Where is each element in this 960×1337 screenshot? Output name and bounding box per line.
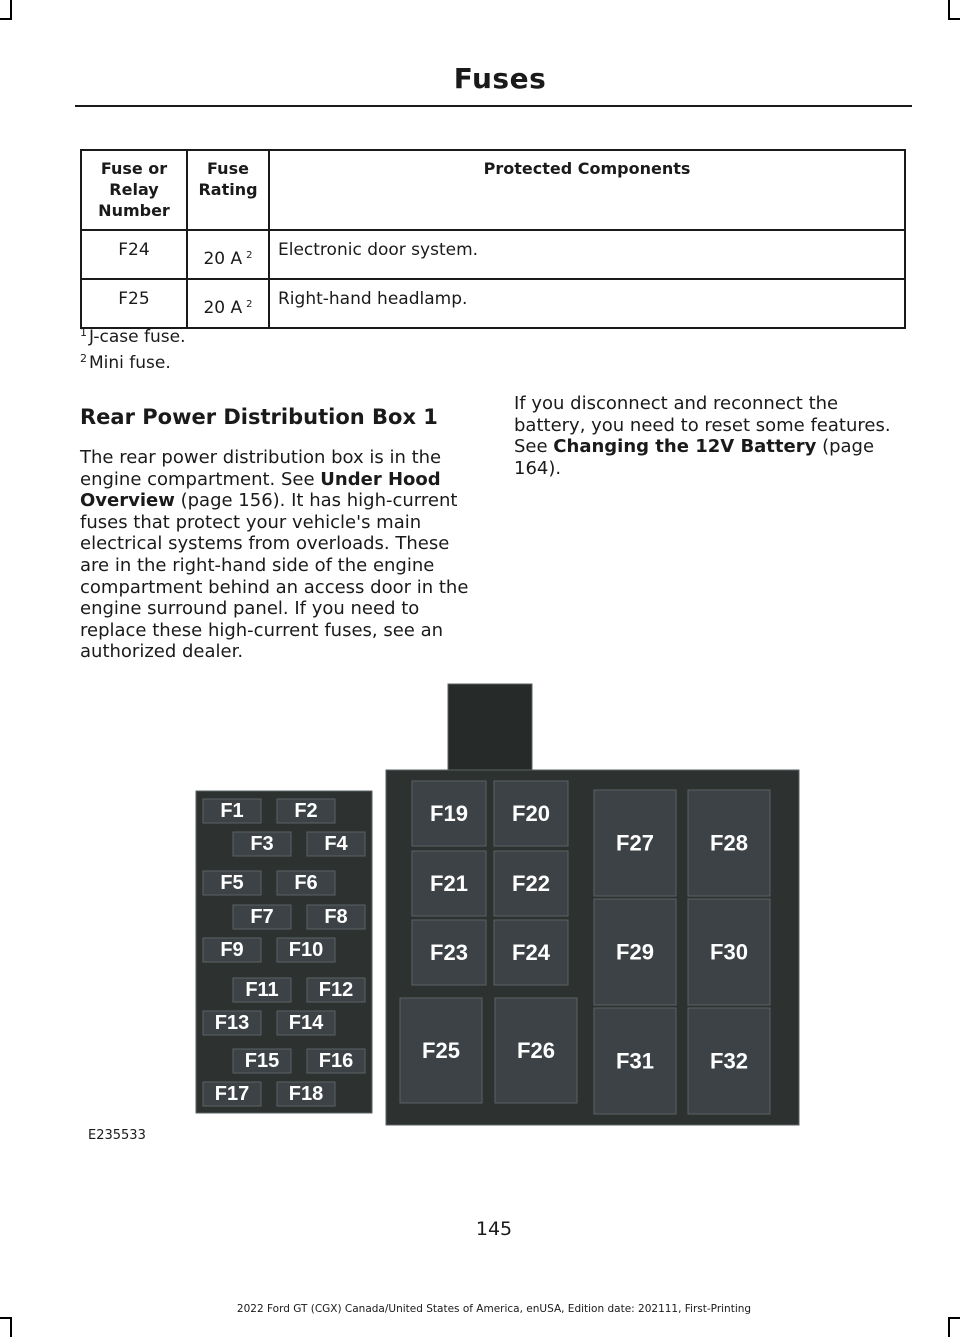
connector-stub: [448, 684, 532, 772]
fuse-label: F4: [324, 833, 348, 855]
cross-reference-link[interactable]: Changing the 12V Battery: [553, 436, 817, 458]
fuse-label: F23: [430, 940, 468, 965]
fuse-label: F2: [294, 800, 318, 822]
fuse-label: F12: [318, 979, 354, 1001]
footnote-mark: 2: [80, 352, 87, 365]
fuse-label: F13: [214, 1012, 250, 1034]
page-title: Fuses: [453, 62, 547, 95]
fuse-label: F26: [517, 1038, 555, 1063]
footnote-mark: 1: [80, 326, 87, 339]
column-header: Fuse or Relay Number: [81, 150, 187, 230]
fuse-rating: 20 A: [203, 298, 243, 318]
paragraph-text: (page 164).: [514, 436, 875, 479]
footnote-ref: 2: [246, 250, 253, 261]
fuse-label: F16: [318, 1050, 354, 1072]
paragraph-text: (page 156). It has high-current fuses that protect your vehicle's main electrical systems from overloads. These are in the right-hand side of the engine compartment behind an access door in the engine surround panel. If you need to replace these high-current fuses, see an authorized dealer.: [80, 490, 469, 663]
fuse-label: F18: [288, 1083, 324, 1105]
footnote-text: J-case fuse.: [89, 327, 186, 347]
edition-line: 2022 Ford GT (CGX) Canada/United States of America, enUSA, Edition date: 202111, First-Printing: [236, 1303, 752, 1315]
fuse-label: F19: [430, 801, 468, 826]
section-heading: Rear Power Distribution Box 1: [80, 405, 438, 429]
fuse-rating: 20 A: [203, 249, 243, 269]
fuse-label: F21: [430, 871, 468, 896]
page-number: 145: [475, 1218, 513, 1240]
column-header: Fuse Rating: [187, 150, 269, 230]
fuse-label: F10: [288, 939, 324, 961]
footnote-text: Mini fuse.: [89, 353, 171, 373]
protected-component-cell: Right-hand headlamp.: [269, 279, 905, 328]
paragraph-text: The rear power distribution box is in the engine compartment. See: [80, 447, 442, 490]
fuse-label: F5: [220, 872, 244, 894]
fuse-label: F30: [710, 939, 748, 965]
fuse-label: F1: [220, 800, 244, 822]
fuse-label: F28: [710, 830, 748, 856]
footnote-ref: 2: [246, 299, 253, 310]
fuse-label: F25: [422, 1038, 460, 1063]
fuse-label: F29: [616, 939, 654, 965]
figure-id: E235533: [88, 1128, 146, 1143]
fuse-label: F9: [220, 939, 244, 961]
column-header: Protected Components: [269, 150, 905, 230]
fuse-label: F11: [245, 979, 279, 1001]
fuse-label: F3: [250, 833, 274, 855]
fuse-number-cell: F25: [81, 279, 187, 328]
cross-reference-link[interactable]: Under Hood Overview: [80, 468, 441, 512]
fuse-label: F17: [214, 1083, 250, 1105]
fuse-label: F31: [616, 1048, 654, 1074]
fuse-label: F32: [710, 1048, 748, 1074]
fuse-label: F15: [244, 1050, 280, 1072]
paragraph-text: If you disconnect and reconnect the battery, you need to reset some features. See: [514, 393, 891, 458]
fuse-label: F6: [294, 872, 318, 894]
fuse-label: F7: [250, 906, 274, 928]
protected-component-cell: Electronic door system.: [269, 230, 905, 279]
fuse-label: F24: [512, 940, 550, 965]
fuse-label: F8: [324, 906, 348, 928]
fuse-label: F20: [512, 801, 550, 826]
fuse-label: F14: [288, 1012, 324, 1034]
fuse-label: F27: [616, 830, 654, 856]
fuse-label: F22: [512, 871, 550, 896]
fuse-number-cell: F24: [81, 230, 187, 279]
